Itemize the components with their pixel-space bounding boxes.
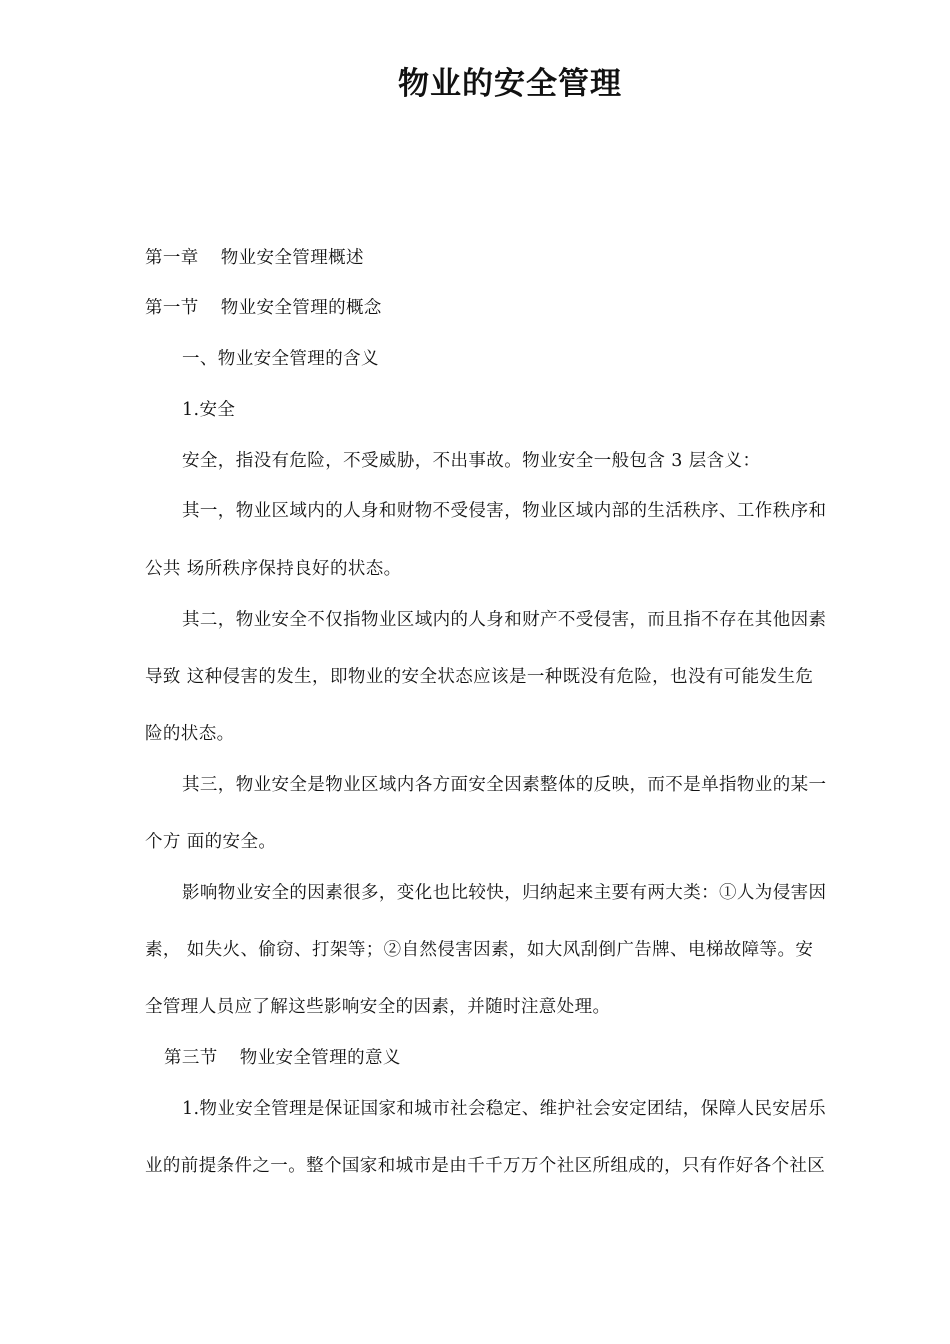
paragraph-line: 其二，物业安全不仅指物业区域内的人身和财产不受侵害，而且指不存在其他因素 [182, 610, 827, 630]
paragraph-line: 险的状态。 [145, 724, 235, 744]
paragraph-line: 其一，物业区域内的人身和财物不受侵害，物业区域内部的生活秩序、工作秩序和 [182, 501, 827, 521]
paragraph-line: 1.物业安全管理是保证国家和城市社会稳定、维护社会安定团结，保障人民安居乐 [182, 1099, 826, 1119]
paragraph-line: 影响物业安全的因素很多，变化也比较快，归纳起来主要有两大类：①人为侵害因 [182, 883, 827, 903]
paragraph-line: 业的前提条件之一。整个国家和城市是由千千万万个社区所组成的，只有作好各个社区 [145, 1156, 826, 1176]
section-text-1: 物业安全管理的概念 [220, 298, 382, 318]
section-label-1: 第一节 [145, 298, 199, 318]
paragraph-line: 导致 这种侵害的发生，即物业的安全状态应该是一种既没有危险，也没有可能发生危 [145, 667, 814, 687]
subheading-1: 一、物业安全管理的含义 [182, 349, 379, 369]
chapter-heading [145, 246, 364, 270]
section-heading-1 [145, 296, 382, 320]
item-heading-1: 1.安全 [182, 400, 236, 420]
chapter-text: 物业安全管理概述 [220, 248, 364, 268]
paragraph-line: 公共 场所秩序保持良好的状态。 [145, 559, 402, 579]
section-text-3: 物业安全管理的意义 [239, 1048, 401, 1068]
paragraph-line: 其三，物业安全是物业区域内各方面安全因素整体的反映，而不是单指物业的某一 [182, 775, 827, 795]
document-title: 物业的安全管理 [398, 66, 622, 102]
paragraph-line: 素， 如失火、偷窃、打架等；②自然侵害因素，如大风刮倒广告牌、电梯故障等。安 [145, 940, 814, 960]
paragraph-line: 全管理人员应了解这些影响安全的因素，并随时注意处理。 [145, 997, 611, 1017]
paragraph-line: 安全，指没有危险，不受威胁，不出事故。物业安全一般包含 3 层含义： [182, 451, 761, 471]
paragraph-line: 个方 面的安全。 [145, 832, 277, 852]
chapter-label: 第一章 [145, 248, 199, 268]
section-label-3: 第三节 [164, 1048, 218, 1068]
section-heading-3 [164, 1046, 401, 1070]
